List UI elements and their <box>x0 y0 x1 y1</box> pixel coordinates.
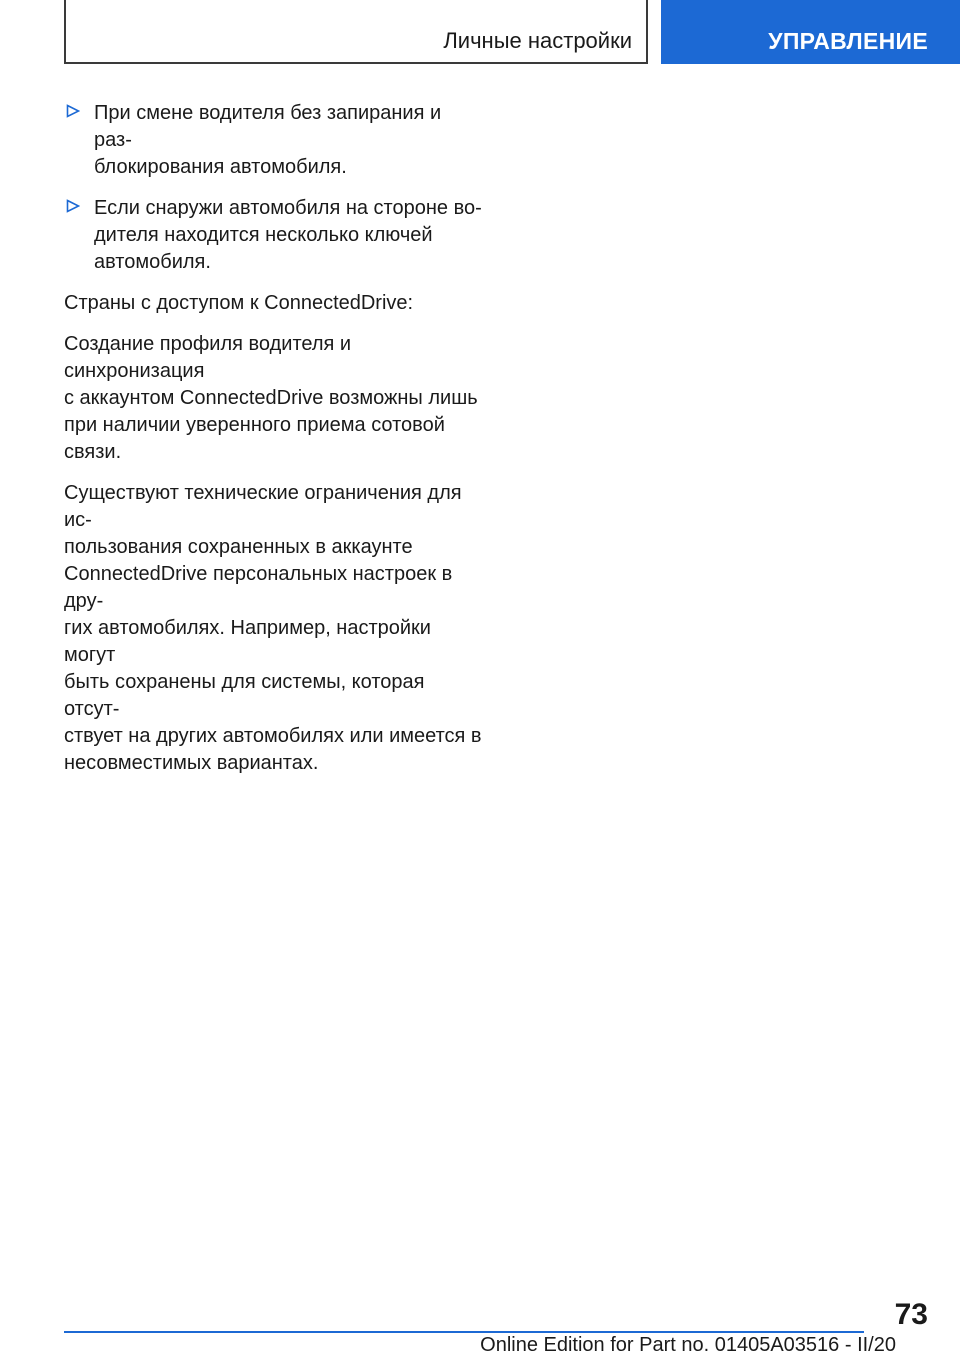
paragraph-line: пользования сохраненных в аккаунте <box>64 536 413 558</box>
main-content <box>64 100 484 791</box>
paragraph-line: гих автомобилях. Например, настройки могут <box>64 617 431 666</box>
paragraph <box>64 290 484 317</box>
paragraph-line: Создание профиля водителя и синхронизация <box>64 333 352 382</box>
header-title-box <box>64 0 648 64</box>
footer-edition: Online Edition for Part no. 01405A03516 - II/20 <box>480 1334 896 1356</box>
list-item-line: При смене водителя без запирания и раз- <box>94 102 442 151</box>
triangle-right-icon <box>66 199 80 213</box>
paragraph-line: ствует на других автомобилях или имеется в <box>64 725 482 747</box>
list-item-line: блокирования автомобиля. <box>94 156 347 178</box>
paragraph-line: с аккаунтом ConnectedDrive возможны лишь <box>64 387 478 409</box>
list-item <box>64 100 484 181</box>
paragraph <box>64 331 484 466</box>
header-title: Личные настройки <box>443 28 632 53</box>
paragraph <box>64 480 484 777</box>
paragraph-line: связи. <box>64 441 122 463</box>
section-tab <box>661 0 960 64</box>
list-item-line: автомобиля. <box>94 251 211 273</box>
list-item-line: дителя находится несколько ключей <box>94 224 433 246</box>
paragraph-line: быть сохранены для системы, которая отсут- <box>64 671 425 720</box>
paragraph-line: Страны с доступом к ConnectedDrive: <box>64 292 414 314</box>
triangle-right-icon <box>66 104 80 118</box>
list-item <box>64 195 484 276</box>
paragraph-line: ConnectedDrive персональных настроек в дру- <box>64 563 453 612</box>
section-label: УПРАВЛЕНИЕ <box>768 28 928 54</box>
list-item-line: Если снаружи автомобиля на стороне во- <box>94 197 482 219</box>
paragraph-line: при наличии уверенного приема сотовой <box>64 414 445 436</box>
page-number: 73 <box>894 1298 928 1331</box>
footer-divider <box>64 1331 864 1333</box>
paragraph-line: Существуют технические ограничения для ис- <box>64 482 462 531</box>
paragraph-line: несовместимых вариантах. <box>64 752 319 774</box>
